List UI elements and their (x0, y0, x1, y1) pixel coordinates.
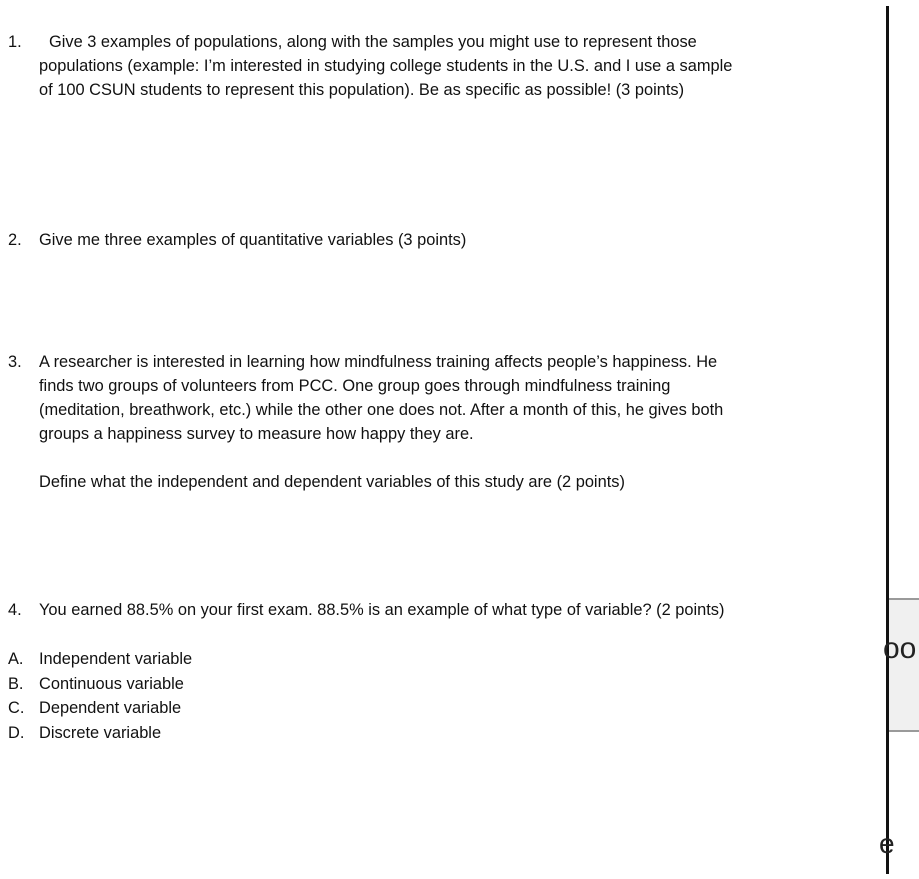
page-edge-divider (886, 6, 889, 874)
question-text-line: Give me three examples of quantitative variables (3 points) (39, 231, 467, 249)
question-text-line: You earned 88.5% on your first exam. 88.5% is an example of what type of variable? (2 points) (39, 601, 725, 619)
question-4 (8, 598, 724, 622)
option-letter: A. (8, 650, 24, 668)
answer-option-d[interactable] (8, 721, 192, 746)
answer-option-a[interactable] (8, 647, 192, 672)
question-1 (8, 30, 732, 102)
question-number: 3. (8, 353, 22, 371)
question-text-line: (meditation, breathwork, etc.) while the other one does not. After a month of this, he gives both (39, 401, 724, 419)
question-number: 2. (8, 231, 22, 249)
question-text-line: A researcher is interested in learning how mindfulness training affects people’s happiness. He (39, 353, 718, 371)
option-label: Independent variable (39, 650, 193, 668)
question-number: 4. (8, 601, 22, 619)
adjacent-window-text: oo (883, 632, 917, 665)
question-number: 1. (8, 33, 22, 51)
option-label: Dependent variable (39, 699, 182, 717)
option-letter: C. (8, 699, 25, 717)
adjacent-window-char: e (879, 828, 895, 859)
option-letter: D. (8, 723, 25, 742)
answer-options (8, 647, 192, 745)
question-text-line: populations (example: I’m interested in studying college students in the U.S. and I use a sample (39, 57, 733, 75)
question-text-line: of 100 CSUN students to represent this population). Be as specific as possible! (3 points) (39, 81, 685, 99)
question-2 (8, 228, 466, 252)
option-label: Continuous variable (39, 674, 184, 693)
question-instruction: Define what the independent and dependent variables of this study are (2 points) (39, 473, 625, 491)
question-text-line: finds two groups of volunteers from PCC. One group goes through mindfulness training (39, 377, 671, 395)
question-3 (8, 350, 723, 494)
option-label: Discrete variable (39, 723, 162, 742)
question-text-line: groups a happiness survey to measure how happy they are. (39, 425, 474, 443)
answer-option-c[interactable] (8, 696, 192, 721)
question-text-line: Give 3 examples of populations, along with the samples you might use to represent those (49, 33, 697, 51)
answer-option-b[interactable] (8, 672, 192, 697)
option-letter: B. (8, 674, 24, 693)
